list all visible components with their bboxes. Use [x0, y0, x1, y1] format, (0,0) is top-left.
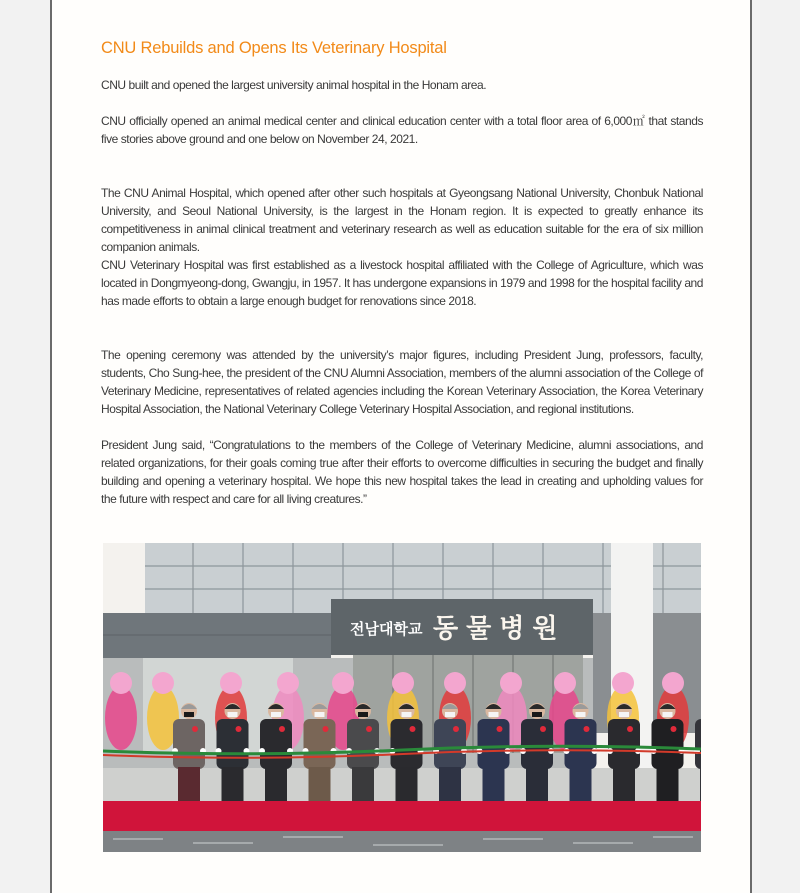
red-carpet: [103, 801, 701, 831]
article-content: [101, 38, 703, 506]
article-paragraph: CNU Veterinary Hospital was first established as a livestock hospital affiliated with the College of Agriculture, which was located in Dongmyeong-dong, Gwangju, in 1957. It has undergone expansions in 1979 and 1998 for the hospital facility and has made efforts to obtain a large enough budget for renovations since 2018.: [101, 258, 703, 308]
article-paragraph: The opening ceremony was attended by the university’s major figures, including President Jung, professors, faculty, students, Cho Sung-hee, the president of the CNU Alumni Association, members of the alumni association of the College of Veterinary Medicine, representatives of related agencies including the Korean Veterinary Association, the Korea Veterinary Hospital Association, the National Veterinary College Veterinary Hospital Association, and regional institutions.: [101, 348, 703, 416]
article-paragraph: President Jung said, “Congratulations to the members of the College of Veterinary Medicine, alumni associations, and related organizations, for their goals coming true after their efforts to overcome difficulties in securing the budget and finally building and opening a veterinary hospital. We hope this new hospital takes the lead in creating and upholding values for the future with respect and care for all living creatures.”: [101, 438, 703, 506]
article-paragraph: The CNU Animal Hospital, which opened after other such hospitals at Gyeongsang National University, Chonbuk National University, and Seoul National University, is the largest in the Honam region. It is expected to greatly enhance its competitiveness in animal clinical treatment and veterinary research as well as education suitable for the era of six million companion animals.: [101, 186, 703, 254]
sign-hospital-name: 동물병원: [433, 614, 566, 644]
paving: [103, 831, 701, 852]
ceremony-photo: [103, 543, 701, 852]
article-paragraph: CNU officially opened an animal medical center and clinical education center with a total floor area of 6,000㎡ that stands five stories above ground and one below on November 24, 2021.: [101, 114, 703, 146]
sign-university-name: 전남대학교: [350, 620, 423, 638]
article-title: CNU Rebuilds and Opens Its Veterinary Hospital: [101, 39, 447, 57]
article-page: [50, 0, 752, 893]
ceremony-photo-illustration: [103, 543, 701, 852]
article-paragraph: CNU built and opened the largest university animal hospital in the Honam area.: [101, 78, 487, 92]
